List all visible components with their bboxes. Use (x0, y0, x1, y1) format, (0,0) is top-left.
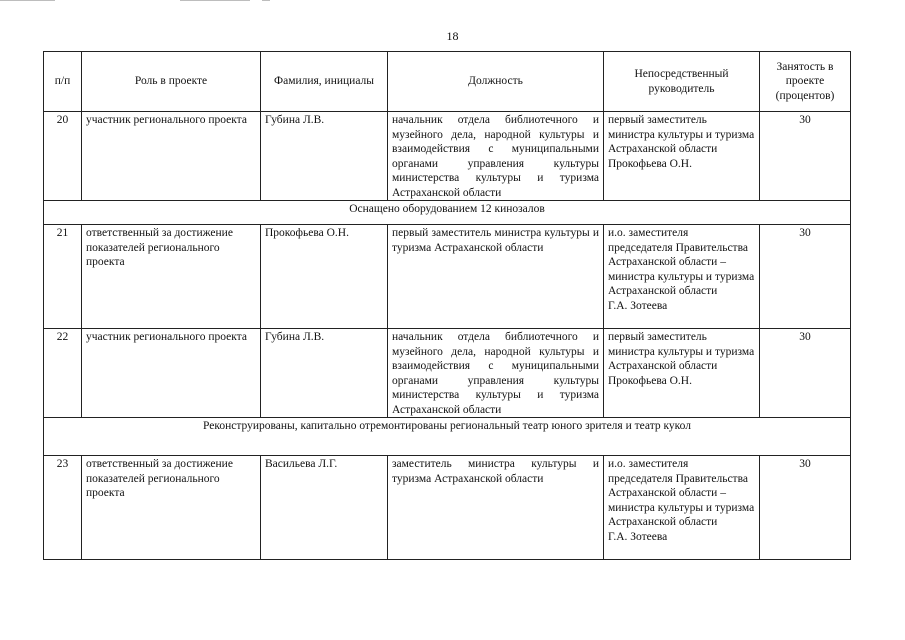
cell-load: 30 (760, 456, 851, 560)
cell-num: 21 (44, 225, 82, 329)
cell-role: ответственный за достижение показателей регионального проекта (82, 225, 261, 329)
section-row (44, 201, 851, 225)
cell-manager: и.о. заместителя председателя Правительства Астраханской области – министра культуры и туризма Астраханской области Г.А. Зотеева (604, 456, 760, 560)
scan-edge-mark (262, 0, 270, 1)
cell-num: 22 (44, 329, 82, 418)
cell-manager: первый заместитель министра культуры и туризма Астраханской области Прокофьева О.Н. (604, 112, 760, 201)
scan-edge-mark (0, 0, 55, 1)
table-row (44, 329, 851, 418)
table-header-row (44, 52, 851, 112)
header-role: Роль в проекте (82, 52, 261, 112)
cell-num: 23 (44, 456, 82, 560)
cell-position: первый заместитель министра культуры и туризма Астраханской области (388, 225, 604, 329)
section-title: Оснащено оборудованием 12 кинозалов (44, 201, 851, 225)
cell-name: Губина Л.В. (261, 329, 388, 418)
header-manager: Непосредственный руководитель (604, 52, 760, 112)
cell-name: Прокофьева О.Н. (261, 225, 388, 329)
section-title: Реконструированы, капитально отремонтированы региональный театр юного зрителя и театр кукол (44, 418, 851, 456)
cell-load: 30 (760, 112, 851, 201)
header-position: Должность (388, 52, 604, 112)
section-row (44, 418, 851, 456)
cell-manager: и.о. заместителя председателя Правительства Астраханской области – министра культуры и туризма Астраханской области Г.А. Зотеева (604, 225, 760, 329)
cell-load: 30 (760, 225, 851, 329)
table-row (44, 456, 851, 560)
page-number: 18 (446, 29, 459, 43)
cell-num: 20 (44, 112, 82, 201)
cell-position: начальник отдела библиотечного и музейного дела, народной культуры и взаимодействия с муниципальными органами управления культуры министерства культуры и туризма Астраханской области (388, 329, 604, 418)
cell-role: ответственный за достижение показателей регионального проекта (82, 456, 261, 560)
cell-position: заместитель министра культуры и туризма Астраханской области (388, 456, 604, 560)
cell-role: участник регионального проекта (82, 112, 261, 201)
header-load: Занятость в проекте (процентов) (760, 52, 851, 112)
cell-name: Губина Л.В. (261, 112, 388, 201)
cell-load: 30 (760, 329, 851, 418)
cell-manager: первый заместитель министра культуры и туризма Астраханской области Прокофьева О.Н. (604, 329, 760, 418)
table-row (44, 225, 851, 329)
cell-name: Васильева Л.Г. (261, 456, 388, 560)
project-team-table (43, 51, 851, 560)
header-num: п/п (44, 52, 82, 112)
table-row (44, 112, 851, 201)
cell-role: участник регионального проекта (82, 329, 261, 418)
scan-edge-mark (180, 0, 250, 1)
cell-position: начальник отдела библиотечного и музейного дела, народной культуры и взаимодействия с муниципальными органами управления культуры министерства культуры и туризма Астраханской области (388, 112, 604, 201)
header-name: Фамилия, инициалы (261, 52, 388, 112)
